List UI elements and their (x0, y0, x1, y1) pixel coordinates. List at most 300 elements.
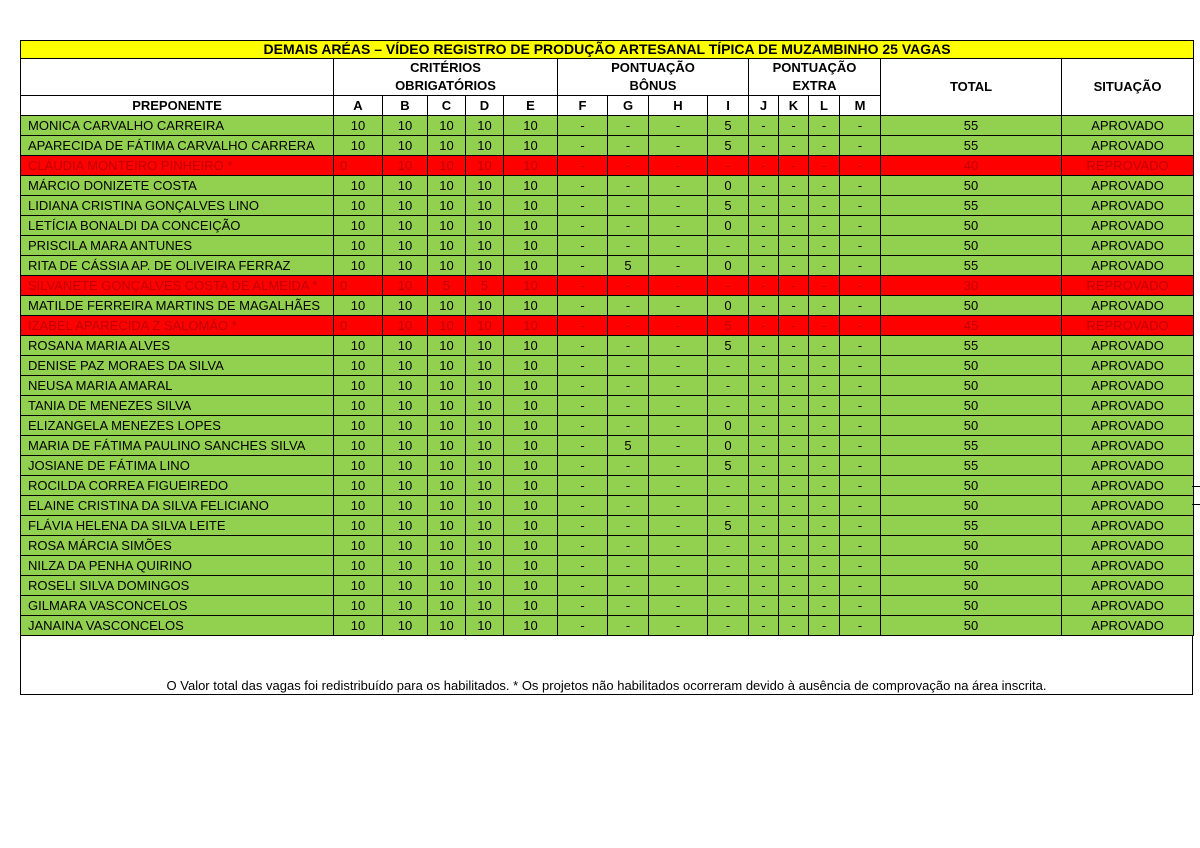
preponente-name: CLÁUDIA MONTEIRO PINHEIRO * (21, 156, 334, 176)
score-c: 10 (428, 296, 466, 316)
score-f: - (558, 596, 608, 616)
score-f: - (558, 236, 608, 256)
preponente-name: GILMARA VASCONCELOS (21, 596, 334, 616)
score-j: - (749, 416, 779, 436)
score-j: - (749, 296, 779, 316)
preponente-name: APARECIDA DE FÁTIMA CARVALHO CARRERA (21, 136, 334, 156)
score-k: - (779, 296, 809, 316)
score-j: - (749, 276, 779, 296)
score-j: - (749, 356, 779, 376)
score-h: - (649, 576, 708, 596)
score-m: - (840, 416, 881, 436)
score-g: - (608, 216, 649, 236)
total-cell: 50 (881, 556, 1062, 576)
score-j: - (749, 376, 779, 396)
preponente-name: JANAINA VASCONCELOS (21, 616, 334, 636)
preponente-name: PRISCILA MARA ANTUNES (21, 236, 334, 256)
score-f: - (558, 176, 608, 196)
score-m: - (840, 576, 881, 596)
score-c: 10 (428, 336, 466, 356)
score-a: 10 (334, 416, 383, 436)
score-k: - (779, 336, 809, 356)
score-i: - (708, 356, 749, 376)
total-cell: 50 (881, 176, 1062, 196)
score-l: - (809, 456, 840, 476)
table-row (21, 496, 1194, 516)
score-a: 0 (334, 276, 383, 296)
column-header-l: L (809, 96, 840, 116)
score-k: - (779, 476, 809, 496)
score-j: - (749, 436, 779, 456)
column-header-f: F (558, 96, 608, 116)
score-e: 10 (504, 376, 558, 396)
score-j: - (749, 216, 779, 236)
column-header-c: C (428, 96, 466, 116)
group-pontuacao-bonus (558, 59, 749, 96)
score-f: - (558, 556, 608, 576)
score-h: - (649, 276, 708, 296)
total-cell: 55 (881, 256, 1062, 276)
score-d: 10 (466, 216, 504, 236)
total-cell: 50 (881, 496, 1062, 516)
score-l: - (809, 616, 840, 636)
table-row (21, 276, 1194, 296)
score-d: 10 (466, 356, 504, 376)
preponente-name: DENISE PAZ MORAES DA SILVA (21, 356, 334, 376)
preponente-name: ELAINE CRISTINA DA SILVA FELICIANO (21, 496, 334, 516)
score-m: - (840, 296, 881, 316)
status-cell: REPROVADO (1062, 276, 1194, 296)
preponente-name: JOSIANE DE FÁTIMA LINO (21, 456, 334, 476)
total-cell: 50 (881, 616, 1062, 636)
score-k: - (779, 316, 809, 336)
score-d: 10 (466, 196, 504, 216)
total-cell: 55 (881, 456, 1062, 476)
score-a: 10 (334, 336, 383, 356)
score-d: 10 (466, 436, 504, 456)
header-blank (21, 59, 334, 96)
preponente-name: ROSANA MARIA ALVES (21, 336, 334, 356)
score-g: - (608, 616, 649, 636)
preponente-name: SILVANETE GONÇALVES COSTA DE ALMEIDA * (21, 276, 334, 296)
table-row (21, 296, 1194, 316)
score-m: - (840, 236, 881, 256)
preponente-name: RITA DE CÁSSIA AP. DE OLIVEIRA FERRAZ (21, 256, 334, 276)
score-f: - (558, 436, 608, 456)
score-a: 10 (334, 576, 383, 596)
score-c: 10 (428, 356, 466, 376)
edge-mark (1192, 504, 1200, 505)
score-j: - (749, 476, 779, 496)
table-row (21, 616, 1194, 636)
status-cell: APROVADO (1062, 256, 1194, 276)
score-l: - (809, 176, 840, 196)
score-a: 10 (334, 536, 383, 556)
score-g: - (608, 316, 649, 336)
score-f: - (558, 196, 608, 216)
score-g: - (608, 416, 649, 436)
score-d: 10 (466, 536, 504, 556)
score-j: - (749, 596, 779, 616)
table-row (21, 536, 1194, 556)
table-row (21, 256, 1194, 276)
score-g: - (608, 516, 649, 536)
status-cell: APROVADO (1062, 116, 1194, 136)
table-row (21, 576, 1194, 596)
score-l: - (809, 596, 840, 616)
score-d: 10 (466, 616, 504, 636)
score-a: 0 (334, 316, 383, 336)
score-e: 10 (504, 336, 558, 356)
score-e: 10 (504, 276, 558, 296)
score-k: - (779, 136, 809, 156)
score-k: - (779, 256, 809, 276)
table-row (21, 116, 1194, 136)
table-row (21, 376, 1194, 396)
score-d: 10 (466, 596, 504, 616)
score-i: 5 (708, 456, 749, 476)
score-k: - (779, 496, 809, 516)
column-header-m: M (840, 96, 881, 116)
score-i: - (708, 536, 749, 556)
score-m: - (840, 536, 881, 556)
score-b: 10 (383, 156, 428, 176)
score-k: - (779, 156, 809, 176)
score-i: 5 (708, 196, 749, 216)
score-i: 5 (708, 116, 749, 136)
score-b: 10 (383, 116, 428, 136)
score-k: - (779, 116, 809, 136)
score-h: - (649, 616, 708, 636)
score-f: - (558, 276, 608, 296)
score-a: 10 (334, 296, 383, 316)
score-b: 10 (383, 396, 428, 416)
score-b: 10 (383, 616, 428, 636)
total-cell: 50 (881, 236, 1062, 256)
score-c: 10 (428, 116, 466, 136)
score-e: 10 (504, 596, 558, 616)
score-f: - (558, 416, 608, 436)
table-row (21, 236, 1194, 256)
column-header-h: H (649, 96, 708, 116)
score-e: 10 (504, 616, 558, 636)
score-g: - (608, 396, 649, 416)
score-k: - (779, 276, 809, 296)
score-c: 10 (428, 616, 466, 636)
score-c: 10 (428, 576, 466, 596)
score-c: 10 (428, 156, 466, 176)
score-a: 10 (334, 616, 383, 636)
score-f: - (558, 576, 608, 596)
score-g: - (608, 536, 649, 556)
score-k: - (779, 436, 809, 456)
status-cell: APROVADO (1062, 516, 1194, 536)
score-l: - (809, 576, 840, 596)
group-bonus-line2: BÔNUS (629, 78, 677, 93)
preponente-name: NEUSA MARIA AMARAL (21, 376, 334, 396)
score-e: 10 (504, 556, 558, 576)
score-b: 10 (383, 336, 428, 356)
status-cell: APROVADO (1062, 176, 1194, 196)
score-g: - (608, 296, 649, 316)
score-c: 10 (428, 476, 466, 496)
score-h: - (649, 136, 708, 156)
score-c: 10 (428, 596, 466, 616)
header-total: TOTAL (881, 59, 1062, 116)
total-cell: 50 (881, 476, 1062, 496)
preponente-name: MARIA DE FÁTIMA PAULINO SANCHES SILVA (21, 436, 334, 456)
score-d: 10 (466, 476, 504, 496)
total-cell: 50 (881, 576, 1062, 596)
score-e: 10 (504, 256, 558, 276)
score-d: 10 (466, 136, 504, 156)
score-h: - (649, 396, 708, 416)
footer-note-box (20, 636, 1193, 695)
preponente-name: MATILDE FERREIRA MARTINS DE MAGALHÃES (21, 296, 334, 316)
table-body (21, 116, 1194, 636)
score-j: - (749, 256, 779, 276)
score-g: - (608, 176, 649, 196)
table-row (21, 336, 1194, 356)
score-h: - (649, 236, 708, 256)
score-i: 0 (708, 256, 749, 276)
table-row (21, 436, 1194, 456)
score-h: - (649, 516, 708, 536)
score-f: - (558, 476, 608, 496)
score-f: - (558, 376, 608, 396)
score-b: 10 (383, 176, 428, 196)
score-k: - (779, 196, 809, 216)
score-a: 0 (334, 156, 383, 176)
results-sheet (20, 40, 1193, 695)
score-d: 10 (466, 296, 504, 316)
table-row (21, 196, 1194, 216)
score-c: 10 (428, 536, 466, 556)
score-k: - (779, 176, 809, 196)
group-pontuacao-extra (749, 59, 881, 96)
score-l: - (809, 276, 840, 296)
score-g: - (608, 456, 649, 476)
preponente-name: MONICA CARVALHO CARREIRA (21, 116, 334, 136)
score-i: - (708, 396, 749, 416)
score-m: - (840, 216, 881, 236)
score-m: - (840, 316, 881, 336)
score-h: - (649, 496, 708, 516)
score-d: 10 (466, 176, 504, 196)
score-l: - (809, 296, 840, 316)
score-j: - (749, 516, 779, 536)
score-a: 10 (334, 496, 383, 516)
score-i: - (708, 496, 749, 516)
score-g: - (608, 136, 649, 156)
status-cell: APROVADO (1062, 376, 1194, 396)
table-row (21, 456, 1194, 476)
total-cell: 50 (881, 296, 1062, 316)
score-e: 10 (504, 516, 558, 536)
score-f: - (558, 456, 608, 476)
score-h: - (649, 536, 708, 556)
score-g: - (608, 156, 649, 176)
score-m: - (840, 616, 881, 636)
score-b: 10 (383, 136, 428, 156)
score-b: 10 (383, 316, 428, 336)
score-f: - (558, 536, 608, 556)
score-f: - (558, 296, 608, 316)
total-cell: 55 (881, 136, 1062, 156)
score-l: - (809, 496, 840, 516)
score-m: - (840, 376, 881, 396)
score-i: 0 (708, 216, 749, 236)
score-d: 10 (466, 416, 504, 436)
score-i: - (708, 376, 749, 396)
score-i: 0 (708, 296, 749, 316)
score-l: - (809, 216, 840, 236)
score-c: 10 (428, 416, 466, 436)
score-b: 10 (383, 576, 428, 596)
score-e: 10 (504, 196, 558, 216)
total-cell: 45 (881, 316, 1062, 336)
total-cell: 55 (881, 116, 1062, 136)
score-k: - (779, 216, 809, 236)
score-h: - (649, 436, 708, 456)
footer-note: O Valor total das vagas foi redistribuído para os habilitados. * Os projetos não habilitados ocorreram devido à ausência de comprovação na área inscrita. (166, 678, 1047, 693)
score-f: - (558, 116, 608, 136)
score-c: 10 (428, 316, 466, 336)
score-b: 10 (383, 596, 428, 616)
score-e: 10 (504, 236, 558, 256)
score-d: 10 (466, 336, 504, 356)
preponente-name: ELIZANGELA MENEZES LOPES (21, 416, 334, 436)
total-cell: 30 (881, 276, 1062, 296)
score-b: 10 (383, 416, 428, 436)
score-k: - (779, 236, 809, 256)
score-i: - (708, 476, 749, 496)
score-j: - (749, 336, 779, 356)
score-g: - (608, 356, 649, 376)
score-l: - (809, 336, 840, 356)
score-f: - (558, 316, 608, 336)
score-h: - (649, 556, 708, 576)
score-j: - (749, 196, 779, 216)
total-cell: 50 (881, 376, 1062, 396)
score-i: - (708, 596, 749, 616)
table-row (21, 176, 1194, 196)
score-m: - (840, 116, 881, 136)
group-criterios-line2: OBRIGATÓRIOS (395, 78, 496, 93)
status-cell: APROVADO (1062, 396, 1194, 416)
status-cell: APROVADO (1062, 216, 1194, 236)
score-h: - (649, 596, 708, 616)
score-g: - (608, 376, 649, 396)
total-cell: 55 (881, 196, 1062, 216)
score-l: - (809, 236, 840, 256)
status-cell: APROVADO (1062, 616, 1194, 636)
score-c: 5 (428, 276, 466, 296)
score-h: - (649, 376, 708, 396)
score-l: - (809, 356, 840, 376)
status-cell: APROVADO (1062, 236, 1194, 256)
table-row (21, 396, 1194, 416)
score-h: - (649, 116, 708, 136)
score-j: - (749, 236, 779, 256)
score-g: - (608, 196, 649, 216)
score-k: - (779, 556, 809, 576)
score-d: 10 (466, 396, 504, 416)
score-e: 10 (504, 496, 558, 516)
total-cell: 50 (881, 396, 1062, 416)
score-j: - (749, 456, 779, 476)
score-b: 10 (383, 376, 428, 396)
column-header-i: I (708, 96, 749, 116)
score-g: - (608, 556, 649, 576)
score-b: 10 (383, 516, 428, 536)
score-i: - (708, 276, 749, 296)
score-h: - (649, 336, 708, 356)
status-cell: REPROVADO (1062, 156, 1194, 176)
score-k: - (779, 396, 809, 416)
score-c: 10 (428, 256, 466, 276)
score-g: - (608, 116, 649, 136)
score-l: - (809, 316, 840, 336)
status-cell: REPROVADO (1062, 316, 1194, 336)
score-b: 10 (383, 356, 428, 376)
score-b: 10 (383, 436, 428, 456)
score-e: 10 (504, 316, 558, 336)
score-g: 5 (608, 436, 649, 456)
score-i: - (708, 156, 749, 176)
score-k: - (779, 596, 809, 616)
score-a: 10 (334, 456, 383, 476)
score-a: 10 (334, 116, 383, 136)
preponente-name: IZABEL APARECIDA Z SALOMÃO * (21, 316, 334, 336)
score-g: 5 (608, 256, 649, 276)
total-cell: 50 (881, 596, 1062, 616)
score-a: 10 (334, 556, 383, 576)
score-m: - (840, 176, 881, 196)
preponente-name: NILZA DA PENHA QUIRINO (21, 556, 334, 576)
score-h: - (649, 456, 708, 476)
score-d: 10 (466, 556, 504, 576)
status-cell: APROVADO (1062, 576, 1194, 596)
preponente-name: FLÁVIA HELENA DA SILVA LEITE (21, 516, 334, 536)
score-l: - (809, 416, 840, 436)
score-b: 10 (383, 276, 428, 296)
status-cell: APROVADO (1062, 356, 1194, 376)
score-l: - (809, 536, 840, 556)
score-d: 10 (466, 496, 504, 516)
score-m: - (840, 456, 881, 476)
score-b: 10 (383, 236, 428, 256)
table-row (21, 216, 1194, 236)
score-d: 10 (466, 456, 504, 476)
column-header-preponente: PREPONENTE (21, 96, 334, 116)
total-cell: 55 (881, 516, 1062, 536)
score-i: 5 (708, 316, 749, 336)
score-g: - (608, 236, 649, 256)
preponente-name: MÁRCIO DONIZETE COSTA (21, 176, 334, 196)
score-h: - (649, 476, 708, 496)
score-l: - (809, 476, 840, 496)
score-h: - (649, 176, 708, 196)
score-k: - (779, 576, 809, 596)
score-m: - (840, 436, 881, 456)
score-j: - (749, 556, 779, 576)
table-row (21, 316, 1194, 336)
score-m: - (840, 496, 881, 516)
score-a: 10 (334, 216, 383, 236)
score-a: 10 (334, 196, 383, 216)
score-b: 10 (383, 536, 428, 556)
